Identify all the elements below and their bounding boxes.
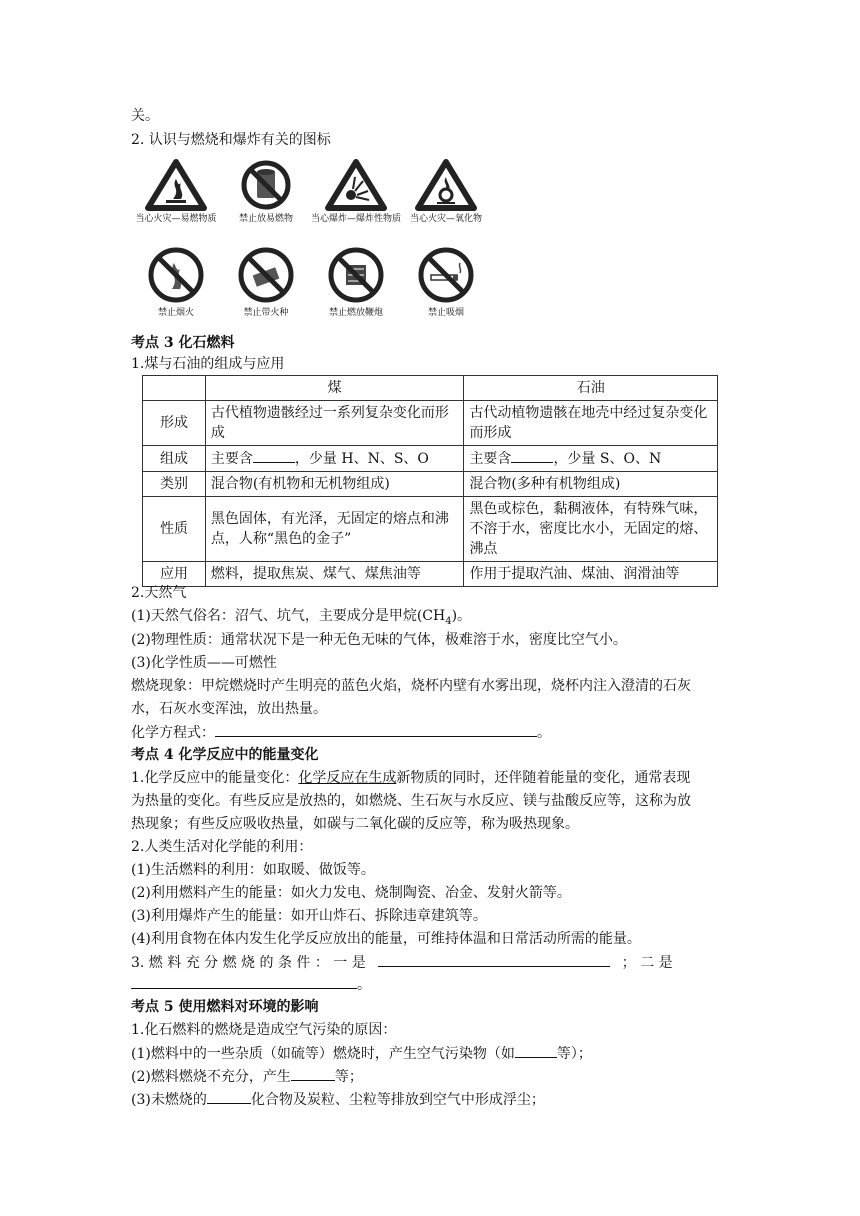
text-run: 等； [334,1069,363,1085]
underlined-text: 化学反应在生成 [298,770,397,786]
text-line: 热现象；有些反应吸收热量，如碳与二氧化碳的反应等，称为吸热现象。 [131,816,579,832]
table-cell: 古代植物遗骸经过一系列复杂变化而形成 [205,401,464,446]
cell-text: 主要含 [210,451,253,467]
table-header-row [143,376,718,401]
icon-card [401,159,491,224]
table-cell: 混合物(多种有机物组成) [464,472,718,497]
table-row [143,497,718,562]
explosive-warning-icon [325,159,387,211]
icon-caption: 当心火灾—易燃物质 [135,214,217,224]
table-cell: 黑色固体，有光泽，无固定的熔点和沸点，人称“黑色的金子” [205,497,464,562]
fill-blank[interactable] [378,952,610,967]
icon-card [131,159,221,224]
text-run: 等）； [556,1046,592,1062]
text-run: )。 [451,608,472,624]
text-line [131,768,690,788]
text-line [131,722,551,743]
icon-card [311,245,401,318]
text-line: 1.煤与石油的组成与应用 [131,356,285,372]
table-cell: 组成 [143,446,206,472]
fill-blank[interactable] [131,974,357,989]
text-line: 燃烧现象：甲烷燃烧时产生明亮的蓝色火焰，烧杯内壁有水雾出现，烧杯内注入澄清的石灰 [131,678,691,694]
table-row [143,472,718,497]
table-cell: 形成 [143,401,206,446]
cell-text: ，少量 H、N、S、O [294,451,429,467]
fill-blank[interactable] [215,722,537,737]
text-line: 2. 认识与燃烧和爆炸有关的图标 [131,132,331,148]
icon-card [221,159,311,224]
text-run: 化合物及炭粒、尘粒等排放到空气中形成浮尘； [250,1092,545,1108]
icon-caption: 禁止燃放鞭炮 [328,308,383,318]
text-run: 1.化学反应中的能量变化： [131,770,299,786]
table-cell: 混合物(有机物和无机物组成) [205,472,464,497]
subscript: 4 [445,615,452,627]
icon-caption: 当心火灾—氧化物 [409,214,482,224]
safety-icons-grid [131,159,491,327]
text-run: 3. 燃 料 充 分 燃 烧 的 条 件 ： 一 是 [131,955,366,971]
icon-caption: 禁止带火种 [243,308,289,318]
table-cell: 古代动植物遗骸在地壳中经过复杂变化而形成 [464,401,718,446]
section-heading: 考点 3 化石燃料 [131,335,235,351]
text-line: 2.天然气 [131,585,187,601]
text-run: 新物质的同时，还伴随着能量的变化，通常表现 [396,770,691,786]
cell-text: 主要含 [469,451,512,467]
no-open-flame-icon [146,245,206,305]
text-line: (1)生活燃料的利用：如取暖、做饭等。 [131,862,375,878]
table-row [143,401,718,446]
no-fireworks-icon [326,245,386,305]
no-flammables-icon [238,159,294,211]
flammable-warning-icon [145,159,207,211]
no-kindling-icon [236,245,296,305]
text-line: 2.人类生活对化学能的利用： [131,839,313,855]
icon-caption: 禁止烟火 [157,308,194,318]
text-run: (3)未燃烧的 [131,1092,207,1108]
table-cell: 类别 [143,472,206,497]
text-line [131,1043,592,1064]
text-line: (3)化学性质——可燃性 [131,655,277,671]
text-run: 。 [537,725,551,741]
text-line: (2)利用燃料产生的能量：如火力发电、烧制陶瓷、冶金、发射火箭等。 [131,885,571,901]
fill-blank[interactable] [207,1089,251,1104]
table-cell [205,446,464,472]
table-cell: 应用 [143,562,206,587]
text-run: (2)燃料燃烧不充分，产生 [131,1069,291,1085]
text-run: (1)燃料中的一些杂质（如硫等）燃烧时，产生空气污染物（如 [131,1046,515,1062]
table-cell: 作用于提取汽油、煤油、润滑油等 [464,562,718,587]
text-line [131,974,371,995]
cell-text: ，少量 S、O、N [553,451,662,467]
icon-card [311,159,401,224]
fill-blank[interactable] [515,1043,557,1058]
table-header-cell: 石油 [464,376,718,401]
text-line: 关。 [131,108,159,124]
icon-caption: 禁止吸烟 [427,308,464,318]
table-row [143,562,718,587]
table-row [143,446,718,472]
table-cell: 燃料，提取焦炭、煤气、煤焦油等 [205,562,464,587]
text-run: ； 二 是 [621,955,673,971]
table-header-cell [143,376,206,401]
text-line [131,606,471,632]
fill-blank[interactable] [511,448,553,463]
fill-blank[interactable] [291,1066,335,1081]
table-header-cell: 煤 [205,376,464,401]
icon-card [131,245,221,318]
text-line: (2)物理性质：通常状况下是一种无色无味的气体，极难溶于水，密度比空气小。 [131,632,627,648]
text-line: (4)利用食物在体内发生化学反应放出的能量，可维持体温和日常活动所需的能量。 [131,931,641,947]
table-cell [464,446,718,472]
text-line [131,1066,363,1087]
table-cell: 性质 [143,497,206,562]
oxidizer-warning-icon [415,159,477,211]
no-smoking-icon [416,245,476,305]
icon-caption: 禁止放易燃物 [238,214,293,224]
text-run: 化学方程式： [131,725,215,741]
text-line: 1.化石燃料的燃烧是造成空气污染的原因： [131,1022,397,1038]
text-line: (3)利用爆炸产生的能量：如开山炸石、拆除违章建筑等。 [131,908,487,924]
text-run: 。 [357,977,371,993]
text-line [131,1089,545,1110]
text-run: (1)天然气俗名：沼气、坑气，主要成分是甲烷(CH [131,608,446,624]
section-heading: 考点 5 使用燃料对环境的影响 [131,999,319,1015]
table-cell: 黑色或棕色，黏稠液体，有特殊气味，不溶于水，密度比水小，无固定的熔、沸点 [464,497,718,562]
coal-oil-table [142,375,718,587]
text-line: 水，石灰水变浑浊，放出热量。 [131,701,327,717]
section-heading: 考点 4 化学反应中的能量变化 [131,747,319,763]
icon-caption: 当心爆炸—爆炸性物质 [311,214,402,224]
text-line: 为热量的变化。有些反应是放热的，如燃烧、生石灰与水反应、镁与盐酸反应等，这称为放 [131,793,691,809]
icon-card [221,245,311,318]
fill-blank[interactable] [253,448,295,463]
icon-card [401,245,491,318]
text-line [131,952,728,973]
